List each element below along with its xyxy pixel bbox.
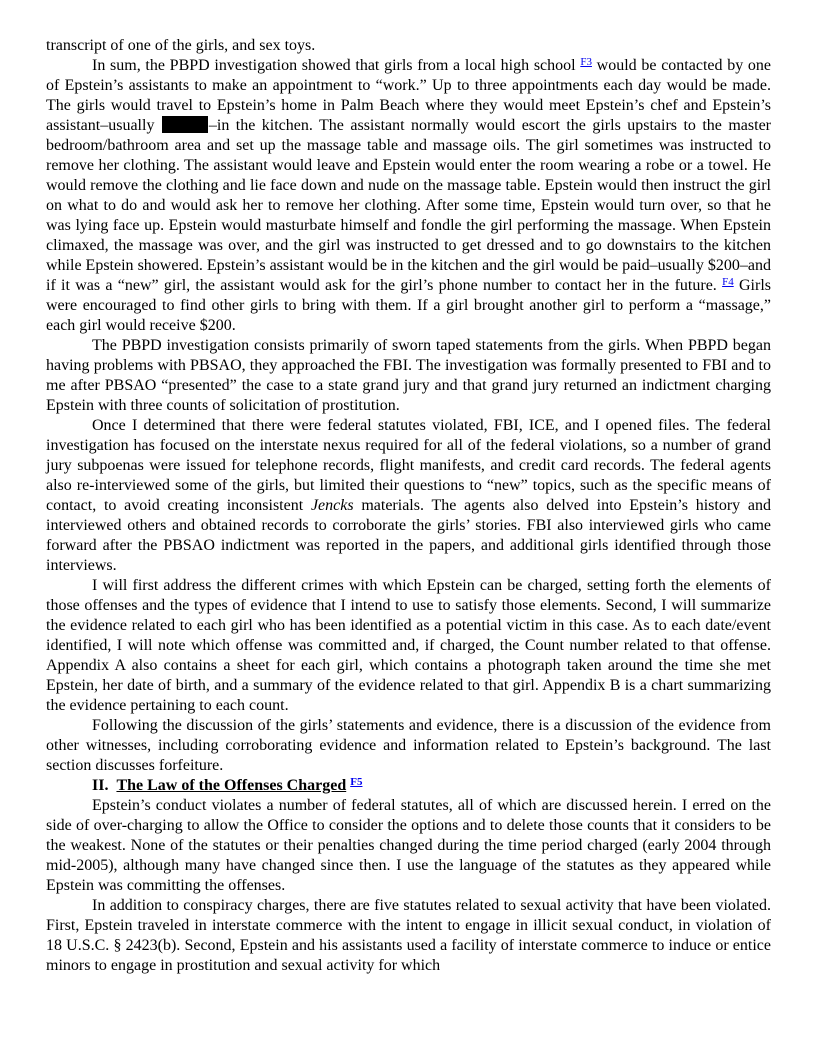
text-segment: In sum, the PBPD investigation showed that girls from a local high school xyxy=(92,57,581,74)
italic-term: Jencks xyxy=(310,497,354,514)
text-segment: Once I determined that there were federal statutes violated, FBI, ICE, and I opened files. The federal investigation has focused on the interstate nexus required for all of the federal violations, so a number of grand jury subpoenas were issued for telephone records, flight manifests, and credit card records. The federal agents also re-interviewed some of the girls, but limited their questions to “new” topics, such as the specific means of contact, to avoid creating inconsistent xyxy=(46,417,771,514)
paragraph-following-discussion: Following the discussion of the girls’ statements and evidence, there is a discussion of the evidence from other witnesses, including corroborating evidence and information related to Epstein’s background. The last section discusses forfeiture. xyxy=(46,717,771,774)
text-segment: materials. The agents also delved into Epstein’s history and interviewed others and obtained records to corroborate the girls’ stories. FBI also interviewed girls who came forward after the PBSAO indictment was reported in the papers, and additional girls identified through those interviews. xyxy=(46,497,772,574)
footnote-link-f5[interactable]: F5 xyxy=(350,776,363,788)
section-number: II. xyxy=(92,777,109,794)
footnote-link-f4[interactable]: F4 xyxy=(722,276,734,288)
footnote-link-f3[interactable]: F3 xyxy=(580,56,592,68)
redaction-block xyxy=(162,116,208,133)
paragraph-statutes-violated: Epstein’s conduct violates a number of federal statutes, all of which are discussed herein. I erred on the side of over-charging to allow the Office to consider the options and to delete those counts that it considers to be the weakest. None of the statutes or their penalties changed during the time period charged (early 2004 through mid-2005), although many have changed since then. I use the language of the statutes as they appeared while Epstein was committing the offenses. xyxy=(46,797,771,894)
paragraph-pbpd-summary xyxy=(46,56,771,336)
paragraph-continuation: transcript of one of the girls, and sex toys. xyxy=(46,37,316,54)
paragraph-federal-investigation xyxy=(46,416,771,576)
paragraph-outline: I will first address the different crimes with which Epstein can be charged, setting forth the elements of those offenses and the types of evidence that I intend to use to satisfy those elements. Second, I will summarize the evidence related to each girl who has been identified as a potential victim in this case. As to each date/event identified, I will note which offense was committed and, if charged, the Count number related to that offense. Appendix A also contains a sheet for each girl, which contains a photograph taken around the time she met Epstein, her date of birth, and a summary of the evidence related to that girl. Appendix B is a chart summarizing the evidence pertaining to each count. xyxy=(46,577,771,714)
paragraph-conspiracy-charges: In addition to conspiracy charges, there are five statutes related to sexual activity that have been violated. First, Epstein traveled in interstate commerce with the intent to engage in illicit sexual conduct, in violation of 18 U.S.C. § 2423(b). Second, Epstein and his assistants used a facility of interstate commerce to induce or entice minors to engage in prostitution and sexual activity for which xyxy=(46,897,771,974)
document-page xyxy=(46,36,771,976)
section-title: The Law of the Offenses Charged xyxy=(116,777,347,794)
text-segment: –in the kitchen. The assistant normally would escort the girls upstairs to the master bedroom/bathroom area and set up the massage table and massage oils. The girl sometimes was instructed to remove her clothing. The assistant would leave and Epstein would enter the room wearing a robe or a towel. He would remove the clothing and lie face down and nude on the massage table. Epstein would then instruct the girl on what to do and would ask her to remove her clothing. After some time, Epstein would turn over, so that he was lying face up. Epstein would masturbate himself and fondle the girl performing the massage. When Epstein climaxed, the massage was over, and the girl was instructed to get dressed and to go downstairs to the kitchen while Epstein showered. Epstein’s assistant would be in the kitchen and the girl would be paid–usually $200–and if it was a “new” girl, the assistant would ask for the girl’s phone number to contact her in the future. xyxy=(46,117,772,294)
paragraph-taped-statements: The PBPD investigation consists primarily of sworn taped statements from the girls. When PBPD began having problems with PBSAO, they approached the FBI. The investigation was formally presented to FBI and to me after PBSAO “presented” the case to a state grand jury and that grand jury returned an indictment charging Epstein with three counts of solicitation of prostitution. xyxy=(46,337,771,414)
text-segment: Girls were encouraged to find other girls to bring with them. If a girl brought another girl to perform a “massage,” each girl would receive $200. xyxy=(46,277,772,334)
text-segment: would be contacted by one of Epstein’s assistants to make an appointment to “work.” Up to three appointments each day would be made. The girls would travel to Epstein’s home in Palm Beach where they would meet Epstein’s chef and Epstein’s assistant–usually xyxy=(46,57,772,134)
section-heading xyxy=(46,776,771,796)
